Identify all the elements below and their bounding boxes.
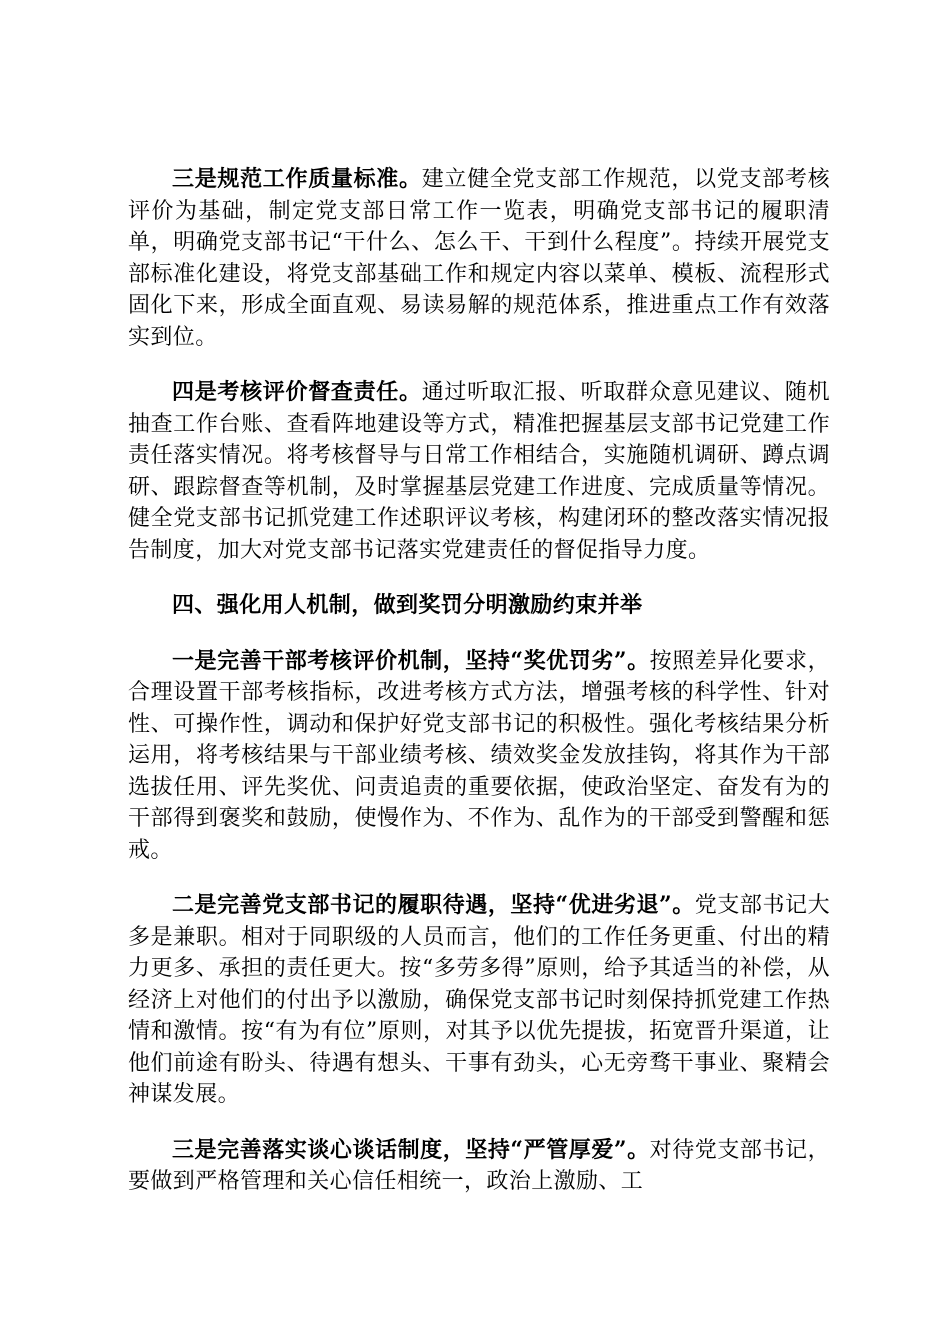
paragraph-body: 对待党支部书记，要做到严格管理和关心信任相统一，政治上激励、工 [128, 1137, 830, 1194]
paragraph-standard-quality [128, 164, 830, 353]
paragraph-lead: 二是完善党支部书记的履职待遇，坚持“优进劣退”。 [172, 892, 695, 918]
paragraph-cadre-evaluation [128, 646, 830, 867]
paragraph-body: 党支部书记大多是兼职。相对于同职级的人员而言，他们的工作任务更重、付出的精力更多、承担的责任更大。按“多劳多得”原则，给予其适当的补偿，从经济上对他们的付出予以激励，确保党支部书记时刻保持抓党建工作热情和激情。按“有为有位”原则，对其予以优先提拔，拓宽晋升渠道，让他们前途有盼头、待遇有想头、干事有劲头，心无旁骛干事业、聚精会神谋发展。 [128, 893, 830, 1107]
paragraph-body: 按照差异化要求，合理设置干部考核指标，改进考核方式方法，增强考核的科学性、针对性、可操作性，调动和保护好党支部书记的积极性。强化考核结果分析运用，将考核结果与干部业绩考核、绩效奖金发放挂钩，将其作为干部选拔任用、评先奖优、问责追责的重要依据，使政治坚定、奋发有为的干部得到褒奖和鼓励，使慢作为、不作为、乱作为的干部受到警醒和惩戒。 [128, 648, 830, 863]
document-page [128, 164, 830, 1222]
paragraph-assessment-supervision [128, 377, 830, 566]
section-heading: 四、强化用人机制，做到奖罚分明激励约束并举 [172, 593, 643, 618]
paragraph-lead: 三是规范工作质量标准。 [172, 166, 422, 192]
paragraph-body: 建立健全党支部工作规范，以党支部考核评价为基础，制定党支部日常工作一览表，明确党支部书记的履职清单，明确党支部书记“干什么、怎么干、干到什么程度”。持续开展党支部标准化建设，将党支部基础工作和规定内容以菜单、模板、流程形式固化下来，形成全面直观、易读易解的规范体系，推进重点工作有效落实到位。 [128, 167, 830, 350]
paragraph-lead: 四是考核评价督查责任。 [172, 379, 422, 405]
paragraph-lead: 三是完善落实谈心谈话制度，坚持“严管厚爱”。 [172, 1136, 650, 1163]
paragraph-heart-to-heart-talks [128, 1135, 830, 1198]
paragraph-secretary-treatment [128, 890, 830, 1111]
paragraph-body: 通过听取汇报、听取群众意见建议、随机抽查工作台账、查看阵地建设等方式，精准把握基层支部书记党建工作责任落实情况。将考核督导与日常工作相结合，实施随机调研、蹲点调研、跟踪督查等机制，及时掌握基层党建工作进度、完成质量等情况。健全党支部书记抓党建工作述职评议考核，构建闭环的整改落实情况报告制度，加大对党支部书记落实党建责任的督促指导力度。 [128, 380, 830, 563]
paragraph-lead: 一是完善干部考核评价机制，坚持“奖优罚劣”。 [172, 647, 650, 674]
